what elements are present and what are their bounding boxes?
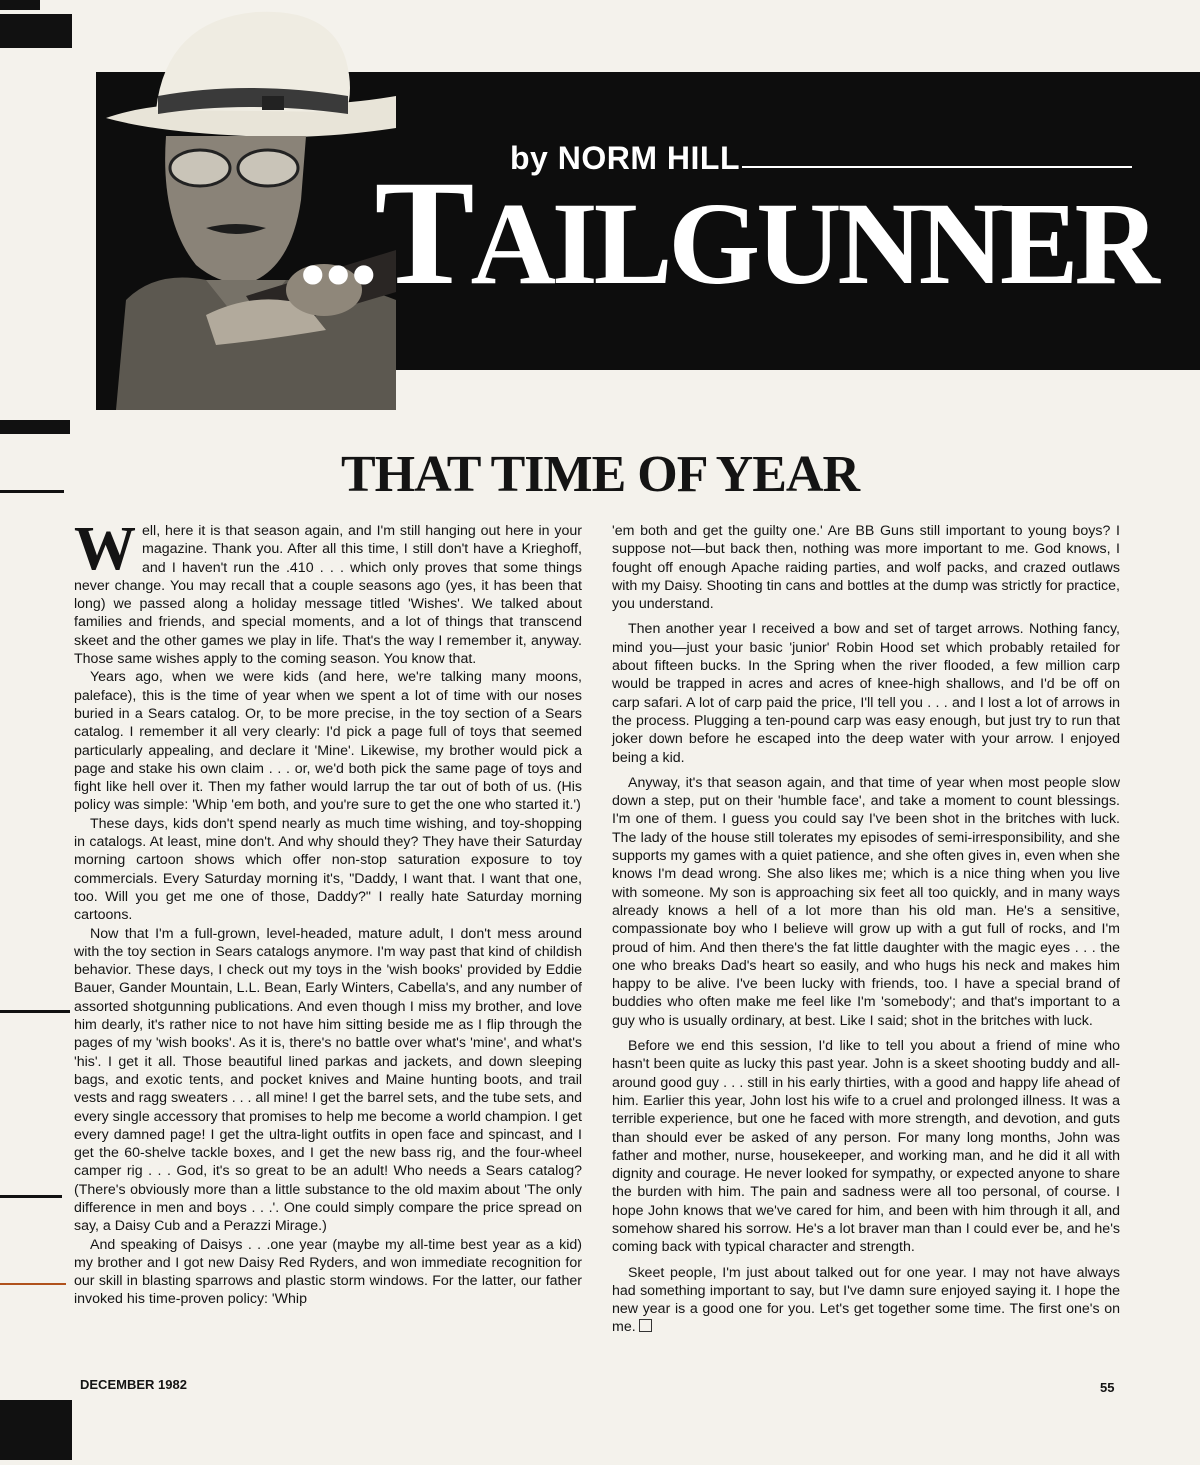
- edge-mark: [0, 1010, 70, 1013]
- masthead-first-letter: T: [374, 150, 471, 316]
- issue-date: DECEMBER 1982: [80, 1377, 187, 1392]
- drop-cap: W: [74, 515, 136, 583]
- edge-mark: [0, 420, 70, 434]
- paragraph: Years ago, when we were kids (and here, we're talking many moons, paleface), this is the time of year when we spent a lot of time with our noses buried in a Sears catalog. Or, to be more precise, in the toy section of a Sears catalog. I remember it all very clearly: I'd pick a page full of toys that seemed particularly appealing, and declare it 'Mine'. Likewise, my brother would pick a page and stake his own claim . . . or, we'd both pick the same page of toys and fight like hell over it. Then my father would larrup the tar out of both of us. (His policy was simple: 'Whip 'em both, and you're sure to get the one who started it.'): [74, 669, 582, 814]
- edge-mark: [0, 14, 72, 48]
- article-column-right: [612, 522, 1120, 1344]
- paragraph: [612, 1264, 1120, 1337]
- edge-mark: [0, 1195, 62, 1198]
- paragraph: Then another year I received a bow and set of target arrows. Nothing fancy, mind you—just your basic 'junior' Robin Hood set which probably retailed for about fifteen bucks. In the Spring when the river flooded, a few million carp would be trapped in acres and acres of knee-high shallows, and I'd be off on carp safari. A lot of carp paid the price, I'll tell you . . . and I lost a lot of arrows in the process. Plugging a ten-pound carp was easy enough, but just try to run that joker down before he escaped into the deep water with your arrow. I enjoyed being a kid.: [612, 621, 1120, 766]
- paragraph-text: ell, here it is that season again, and I'm still hanging out here in your magazine. Thank you. After all this time, I still don't have a Krieghoff, and I haven't run the .410 . . . which only proves that some things never change. You may recall that a couple seasons ago (yes, it has been that long) we passed along a holiday message titled 'Wishes'. We talked about families and friends, and special moments, and a lot of things that transcend skeet and the other games we play in life. That's the way I remember it, anyway. Those same wishes apply to the coming season. You know that.: [74, 523, 582, 668]
- paragraph: And speaking of Daisys . . .one year (maybe my all-time best year as a kid) my brother and I got new Daisy Red Ryders, and won immediate recognition for our skill in blasting sparrows and plastic storm windows. For the latter, our father invoked his time-proven policy: 'Whip: [74, 1236, 582, 1308]
- masthead-rest: AILGUNNER: [470, 178, 1156, 309]
- paragraph-text: Skeet people, I'm just about talked out for one year. I may not have always had something important to say, but I've damn sure enjoyed saying it. I hope the new year is a good one for you. Let's get together some time. The first one's on me.: [612, 1264, 1120, 1336]
- edge-mark: [0, 0, 40, 10]
- byline: by NORM HILL: [510, 140, 740, 176]
- paragraph: [74, 515, 582, 668]
- edge-mark: [0, 1283, 66, 1285]
- paragraph: Now that I'm a full-grown, level-headed, mature adult, I don't mess around with the toy section in Sears catalogs anymore. I'm way past that kind of childish behavior. These days, I check out my toys in the 'wish books' provided by Eddie Bauer, Gander Mountain, L.L. Bean, Early Winters, Cabella's, and any number of assorted shotgunning publications. And even though I miss my brother, and love him dearly, it's rather nice to not have him sitting beside me as I flip through the pages of my 'wish books'. As it is, there's no battle over what's 'mine', and what's 'his'. I get it all. Those beautiful lined parkas and jackets, and down sleeping bags, and exotic tents, and pocket knives and Maine hunting boots, and trail vests and ragg sweaters . . . all mine! I get the barrel sets, and the tube sets, and every single accessory that promises to help me become a world champion. I get every damned page! I get the ultra-light outfits in open face and spincast, and I get the 60-shelve tackle boxes, and I get the new bass rig, and the four-wheel camper rig . . . God, it's so great to be an adult! Who needs a Sears catalog? (There's obviously more than a little substance to the old maxim about 'The only difference in men and boys . . .'. One could simply compare the price spread on say, a Daisy Cub and a Perazzi Mirage.): [74, 925, 582, 1235]
- edge-mark: [0, 1400, 72, 1460]
- paragraph: Before we end this session, I'd like to tell you about a friend of mine who hasn't been quite as lucky this past year. John is a skeet shooting buddy and all-around good guy . . . still in his early thirties, with a good and happy life ahead of him. Earlier this year, John lost his wife to a cruel and prolonged illness. It was a terrible experience, but one he faced with more strength, and devotion, and guts than should ever be asked of any person. For many long months, John was father and mother, nurse, housekeeper, and working man, and he did it all with dignity and courage. He never looked for sympathy, or expected anyone to share the burden with him. The pain and sadness were all too personal, of course. I hope John knows that we've cared for him, and been with him through it all, and somehow shared his sorrow. He's a lot braver man than I could ever be, and he's coming back with typical character and strength.: [612, 1038, 1120, 1256]
- masthead-title: [298, 150, 1156, 316]
- paragraph: Anyway, it's that season again, and that time of year when most people slow down a step, put on their 'humble face', and take a moment to count blessings. I'm one of them. I guess you could say I've been shot in the britches with luck. The lady of the house still tolerates my episodes of semi-irresponsibility, and she supports my games with a quiet patience, and she often gives in, even when she knows I'm dead wrong. She also likes me; which is a nice thing when you live with someone. My son is approaching six feet all too quickly, and in many ways already knows a hell of a lot more than his old man. He's a sensitive, compassionate boy who I believe will grow up with a gut full of rocks, and I'm proud of him. And then there's the fat little daughter with the magic eyes . . . the one who breaks Dad's heart so easily, and who hugs his neck and makes him happy to be alive. I've been lucky with friends, too. I have a special brand of buddies who often make me feel like I'm 'somebody'; and that's important to a guy who is usually ordinary, at best. Like I said; shot in the britches with luck.: [612, 774, 1120, 1029]
- end-mark-icon: [639, 1319, 652, 1332]
- page-number: 55: [1100, 1380, 1115, 1395]
- paragraph: These days, kids don't spend nearly as much time wishing, and toy-shopping in catalogs. At least, mine don't. And why should they? They have their Saturday morning cartoon shows which offer non-stop saturation exposure to toy commercials. Every Saturday morning it's, "Daddy, I want that. I want that one, too. Will you get me one of those, Daddy?" I really hate Saturday morning cartoons.: [74, 815, 582, 924]
- article-column-left: [74, 515, 582, 1309]
- paragraph: 'em both and get the guilty one.' Are BB Guns still important to young boys? I suppose not—but back then, nothing was more important to me. God knows, I fought off enough Apache raiding parties, and wolf packs, and crazed outlaws with my Daisy. Shooting tin cans and bottles at the dump was strictly for practice, you understand.: [612, 523, 1120, 613]
- article-headline: THAT TIME OF YEAR: [340, 446, 859, 503]
- masthead-prefix: ...: [298, 178, 375, 309]
